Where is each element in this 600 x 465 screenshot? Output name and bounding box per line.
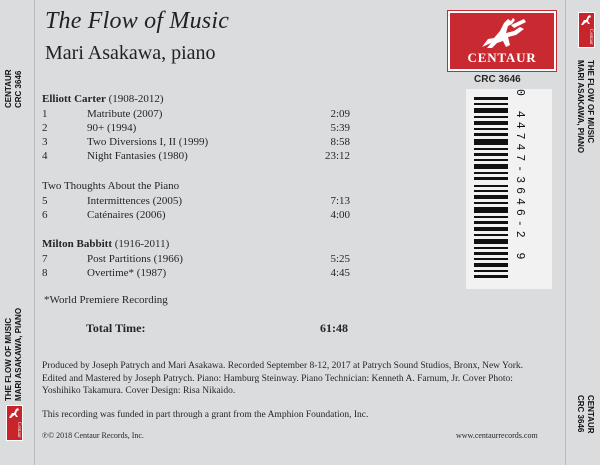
barcode	[466, 89, 552, 289]
spine-label-text: CENTAUR	[4, 69, 13, 108]
spine-performer-text: MARI ASAKAWA, PIANO	[576, 60, 585, 154]
track-number: 4	[42, 150, 48, 162]
track-duration: 2:09	[330, 108, 350, 120]
track-title: Two Diversions I, II (1999)	[87, 136, 209, 148]
mini-logo-word: Centaur	[588, 29, 593, 45]
track-title: Night Fantasies (1980)	[87, 150, 188, 162]
track-duration: 7:13	[330, 195, 350, 207]
track-title: Intermittences (2005)	[87, 195, 182, 207]
track-title: Caténaires (2006)	[87, 209, 166, 221]
centaur-horse-icon	[7, 406, 22, 420]
track-number: 1	[42, 108, 48, 120]
composer-name: Elliott Carter	[42, 93, 106, 105]
track-duration: 5:25	[330, 253, 350, 265]
catalog-number: CRC 3646	[474, 74, 521, 85]
spine-performer-text: MARI ASAKAWA, PIANO	[14, 307, 23, 401]
website-url: www.centaurrecords.com	[456, 431, 538, 440]
track-number: 2	[42, 122, 48, 134]
mini-logo-word: Centaur	[16, 422, 21, 438]
album-title: The Flow of Music	[45, 8, 230, 34]
track-row	[42, 209, 350, 222]
track-number: 6	[42, 209, 48, 221]
production-credits: Produced by Joseph Patrych and Mari Asakawa. Recorded September 8-12, 2017 at Patrych Sound Studios, Bronx, New York. Edited and Mastered by Joseph Patrych. Piano: Hamburg Steinway. Piano Technician: Kenneth A. Farnum, Jr. Cover Photo: Yoshihiko Takamura. Cover Design: Risa Nikaido.	[42, 361, 524, 396]
track-duration: 8:58	[330, 136, 350, 148]
composer-dates: (1916-2011)	[114, 238, 170, 250]
track-row	[42, 253, 350, 266]
track-number: 7	[42, 253, 48, 265]
logo-wordmark: CENTAUR	[467, 50, 537, 65]
track-row	[42, 195, 350, 208]
track-duration: 4:45	[330, 267, 350, 279]
left-spine	[0, 0, 35, 465]
track-number: 5	[42, 195, 48, 207]
premiere-note: *World Premiere Recording	[44, 294, 168, 306]
track-row	[42, 122, 350, 135]
right-spine	[565, 0, 600, 465]
total-time-value: 61:48	[320, 321, 348, 335]
centaur-horse-icon	[450, 13, 554, 53]
spine-catalog-text: CRC 3646	[576, 395, 585, 433]
spine-label-text: CENTAUR	[586, 395, 595, 434]
spine-title-text: THE FLOW OF MUSIC	[4, 317, 13, 401]
track-row	[42, 108, 350, 121]
composer-dates: (1908-2012)	[108, 93, 164, 105]
spine-label-right-bottom	[575, 395, 595, 455]
track-number: 3	[42, 136, 48, 148]
track-row	[42, 136, 350, 149]
spine-title-text: THE FLOW OF MUSIC	[586, 60, 595, 144]
composer-name: Milton Babbitt	[42, 238, 112, 250]
track-title: Overtime* (1987)	[87, 267, 167, 279]
funding-note: This recording was funded in part through a grant from the Amphion Foundation, Inc.	[42, 410, 369, 420]
copyright-notice: ℗© 2018 Centaur Records, Inc.	[42, 431, 144, 440]
track-row	[42, 150, 350, 163]
composer-heading	[42, 93, 164, 106]
centaur-logo	[448, 11, 556, 71]
centaur-horse-icon	[579, 13, 594, 27]
work-subheading: Two Thoughts About the Piano	[42, 180, 180, 192]
centaur-mini-logo	[578, 12, 595, 48]
total-time-label: Total Time:	[86, 321, 146, 335]
spine-label-left-top	[4, 8, 24, 108]
barcode-bars	[474, 97, 508, 281]
track-duration: 5:39	[330, 122, 350, 134]
centaur-mini-logo	[6, 405, 23, 441]
track-row	[42, 267, 350, 280]
track-number: 8	[42, 267, 48, 279]
composer-heading	[42, 238, 169, 251]
track-duration: 4:00	[330, 209, 350, 221]
barcode-number: 0 44747-3646-2 9	[513, 89, 526, 264]
spine-catalog-text: CRC 3646	[14, 70, 23, 108]
performer-name: Mari Asakawa, piano	[45, 42, 216, 64]
track-duration: 23:12	[324, 150, 350, 162]
track-title: Post Partitions (1966)	[87, 253, 183, 265]
spine-title-right	[575, 60, 595, 175]
track-title: 90+ (1994)	[87, 122, 137, 134]
track-title: Matribute (2007)	[87, 108, 163, 120]
spine-title-left	[4, 286, 24, 401]
